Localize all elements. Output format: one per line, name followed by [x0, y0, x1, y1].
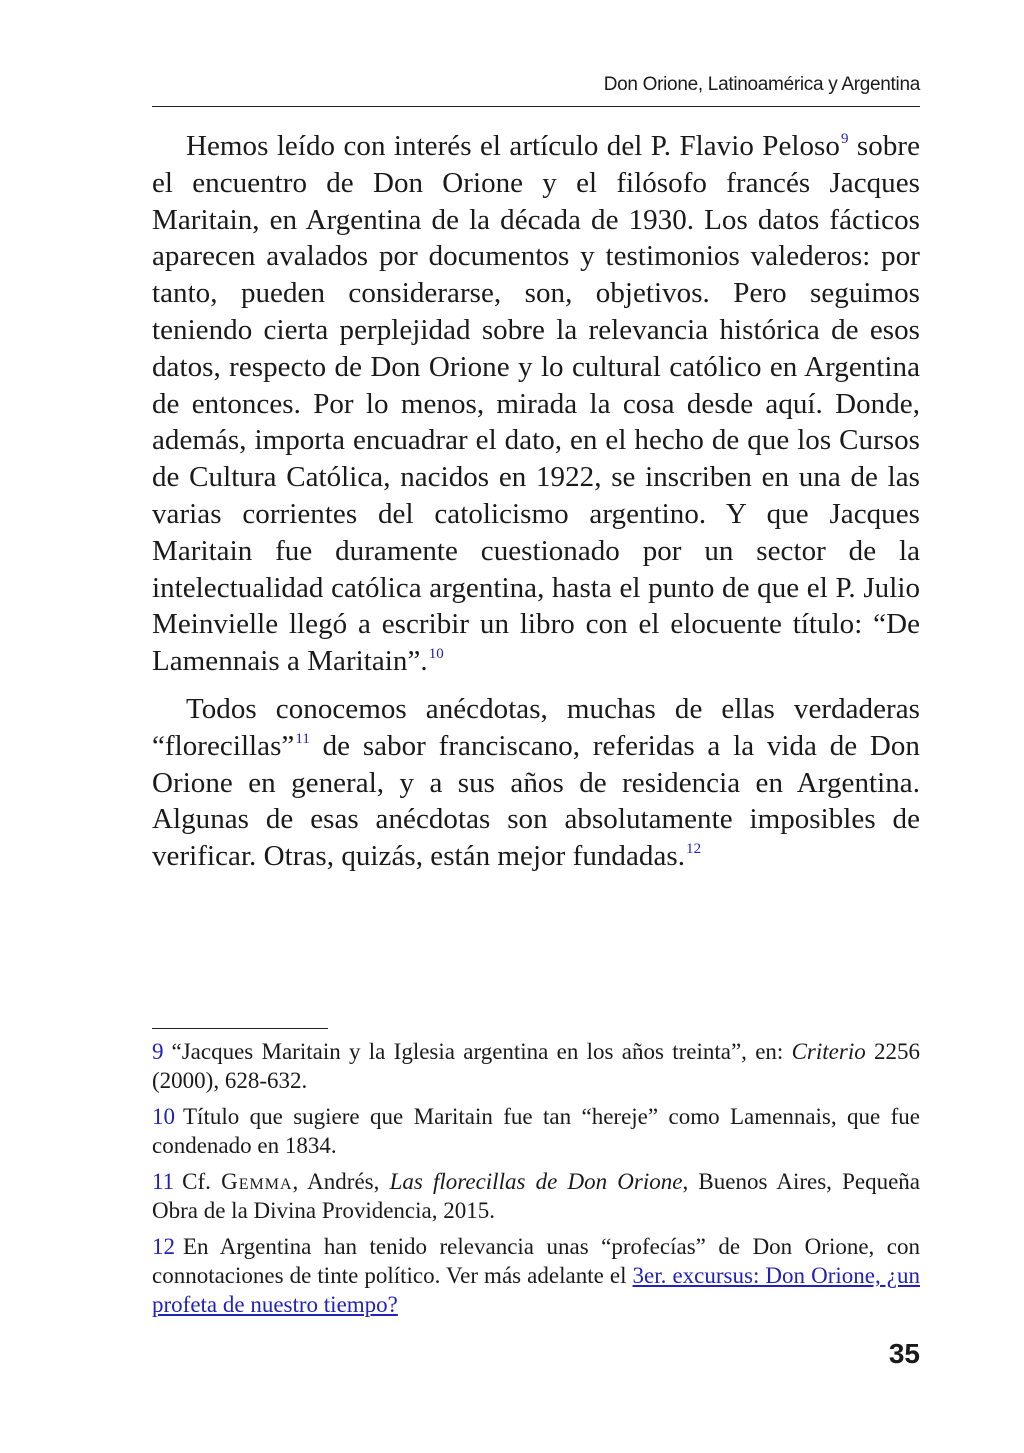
paragraph	[152, 691, 920, 875]
footnote-9	[152, 1037, 920, 1095]
main-text	[152, 128, 920, 875]
footnote-italic: Criterio	[791, 1039, 866, 1064]
footnote-text: “Jacques Maritain y la Iglesia argentina en los años treinta”, en:	[171, 1039, 792, 1064]
footnote-ref-11[interactable]: 11	[295, 730, 310, 747]
footnote-text: , Buenos Aires, Pequeña Obra de la Divina Providencia, 2015.	[152, 1169, 921, 1223]
footnote-text: 2256 (2000), 628-632.	[152, 1039, 920, 1093]
footnote-ref-10[interactable]: 10	[428, 646, 444, 663]
footnote-number[interactable]: 11	[152, 1169, 175, 1194]
footnote-12	[152, 1232, 920, 1319]
paragraph-text: sobre el encuentro de Don Orione y el filósofo francés Jacques Maritain, en Argentina de la década de 1930. Los datos fácticos aparecen avalados por documentos y testimonios valederos: por tanto, pueden considerarse, son, objetivos. Pero seguimos teniendo cierta perplejidad sobre la relevancia histórica de esos datos, respecto de Don Orione y lo cultural católico en Argentina de entonces. Por lo menos, mirada la cosa desde aquí. Donde, además, importa encuadrar el dato, en el hecho de que los Cursos de Cultura Católica, nacidos en 1922, se inscriben en una de las varias corrientes del catolicismo argentino. Y que Jacques Maritain fue duramente cuestionado por un sector de la intelectualidad católica argentina, hasta el punto de que el P. Julio Meinvielle llegó a escribir un libro con el elocuente título: “De Lamennais a Maritain”.	[152, 130, 920, 678]
footnote-10	[152, 1102, 920, 1160]
footnotes	[152, 1037, 920, 1326]
footnote-ref-12[interactable]: 12	[686, 841, 702, 858]
footnote-number[interactable]: 12	[152, 1234, 175, 1259]
footnote-11	[152, 1167, 920, 1225]
excursus-link[interactable]: 3er. excursus: Don Orione, ¿un profeta de nuestro tiempo?	[152, 1263, 920, 1317]
footnote-number[interactable]: 9	[152, 1039, 164, 1064]
footnote-number[interactable]: 10	[152, 1104, 175, 1129]
footnote-text: , Andrés,	[292, 1169, 390, 1194]
running-header: Don Orione, Latinoamérica y Argentina	[603, 74, 920, 95]
header-rule	[152, 106, 920, 107]
footnote-text: En Argentina han tenido relevancia unas “profecías” de Don Orione, con connotaciones de tinte político. Ver más adelante el	[152, 1234, 920, 1288]
paragraph-text: Hemos leído con interés el artículo del P. Flavio Peloso	[186, 130, 840, 162]
paragraph-text: Todos conocemos anécdotas, muchas de ellas verdaderas “florecillas”	[152, 692, 920, 762]
footnote-text: Cf.	[182, 1169, 222, 1194]
paragraph	[152, 128, 920, 680]
book-title: Las florecillas de Don Orione	[389, 1169, 683, 1194]
page-number: 35	[888, 1338, 920, 1369]
author-name: Gemma	[221, 1169, 293, 1194]
footnote-rule	[152, 1028, 328, 1029]
footnote-ref-9[interactable]: 9	[840, 131, 849, 147]
paragraph-text: de sabor franciscano, referidas a la vida de Don Orione en general, y a sus años de residencia en Argentina. Algunas de esas anécdotas son absolutamente imposibles de verificar. Otras, quizás, están mejor fundadas.	[152, 729, 920, 873]
footnote-text: Título que sugiere que Maritain fue tan “hereje” como Lamennais, que fue condenado en 1834.	[152, 1104, 920, 1158]
